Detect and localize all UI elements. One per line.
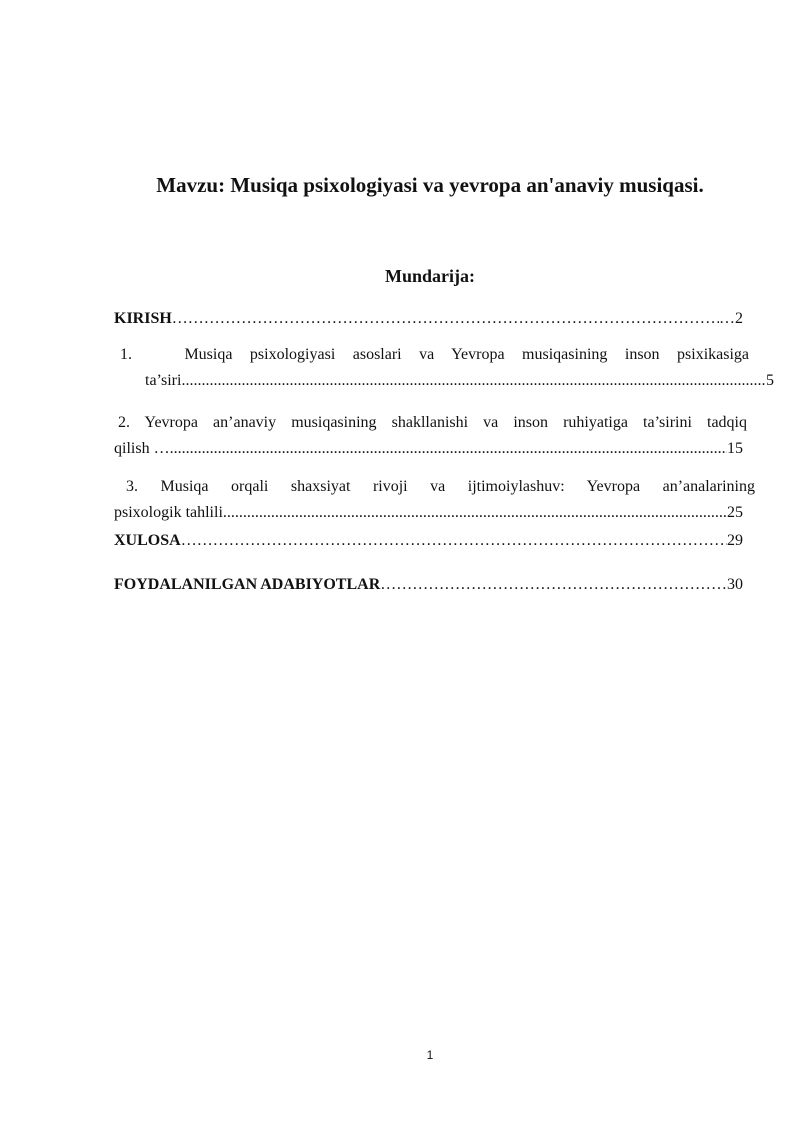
toc-entry-adabiyotlar[interactable] bbox=[114, 572, 743, 598]
toc-entry-title-line-1: 3. Musiqa orqali shaxsiyat rivoji va ijtimoiylashuv: Yevropa an’analarining bbox=[126, 478, 755, 495]
toc-entry-page: 5 bbox=[766, 372, 774, 389]
toc-entry-xulosa[interactable] bbox=[114, 528, 743, 554]
toc-entry-section-1[interactable] bbox=[114, 342, 774, 394]
toc-dot-leader bbox=[172, 306, 719, 332]
toc-entry-kirish[interactable] bbox=[114, 306, 743, 332]
toc-heading: Mundarija: bbox=[385, 266, 475, 286]
document-topic-title: Mavzu: Musiqa psixologiyasi va yevropa an'anaviy musiqasi. bbox=[156, 173, 704, 197]
toc-entry-page: …2 bbox=[719, 310, 743, 327]
table-of-contents bbox=[114, 306, 774, 598]
toc-entry-page: 15 bbox=[727, 440, 743, 457]
toc-dot-leader bbox=[223, 500, 727, 526]
toc-entry-title-line-1: Musiqa psixologiyasi asoslari va Yevropa musiqasining inson psixikasiga bbox=[184, 346, 750, 363]
toc-entry-section-3[interactable] bbox=[114, 474, 755, 526]
toc-entry-label: KIRISH bbox=[114, 310, 172, 327]
toc-entry-page: 25 bbox=[727, 504, 743, 521]
page-number: 1 bbox=[426, 1048, 434, 1062]
toc-entry-title-line-2: qilish … bbox=[114, 440, 170, 457]
toc-entry-title-line-2: psixologik tahlili bbox=[114, 504, 223, 521]
toc-dot-leader bbox=[181, 528, 727, 554]
toc-dot-leader bbox=[170, 436, 727, 462]
toc-entry-number: 1. bbox=[120, 346, 132, 363]
toc-entry-title-line-1: 2. Yevropa an’anaviy musiqasining shakllanishi va inson ruhiyatiga ta’sirini tadqiq bbox=[118, 414, 747, 431]
toc-entry-page: 29 bbox=[727, 532, 743, 549]
toc-entry-label: FOYDALANILGAN ADABIYOTLAR bbox=[114, 576, 381, 593]
toc-entry-label: XULOSA bbox=[114, 532, 181, 549]
toc-entry-section-2[interactable] bbox=[114, 410, 747, 462]
toc-entry-page: …30 bbox=[711, 576, 743, 593]
toc-dot-leader bbox=[181, 368, 766, 394]
toc-dot-leader bbox=[380, 572, 711, 598]
toc-entry-title-line-2: ta’siri bbox=[145, 372, 182, 389]
